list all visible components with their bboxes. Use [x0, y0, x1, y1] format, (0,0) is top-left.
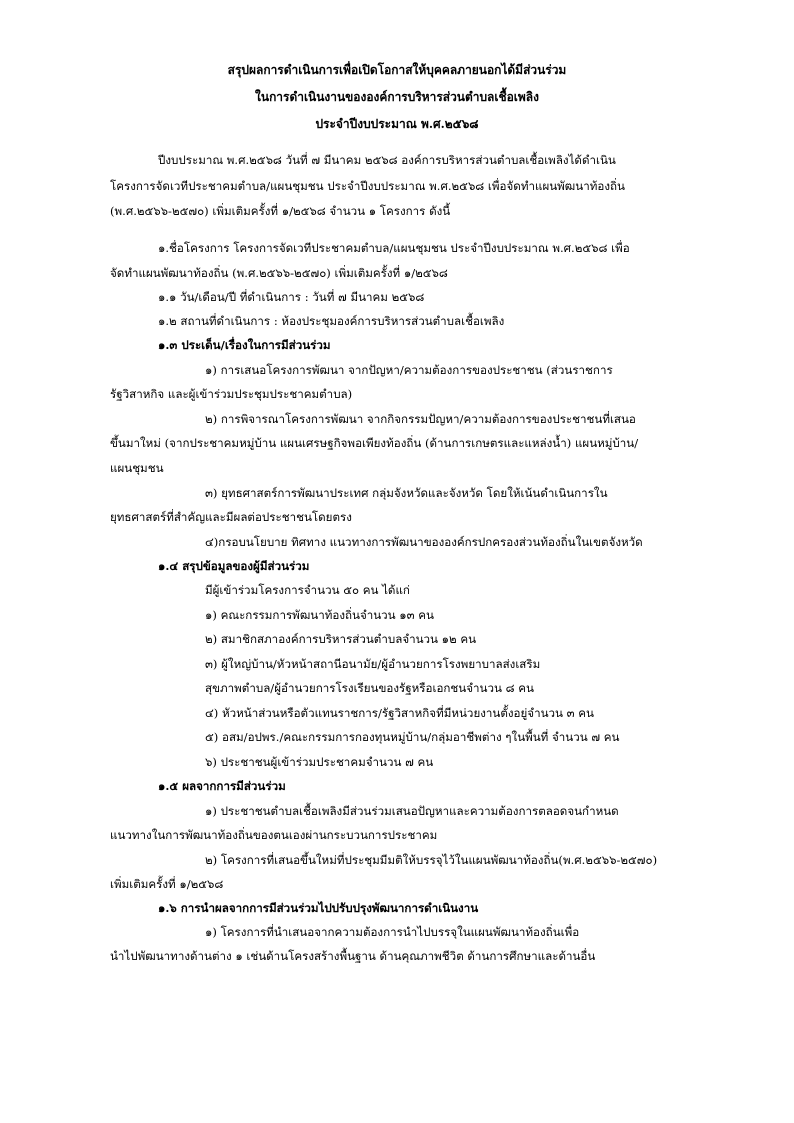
section-1-3-item-2-line-1: ๒) การพิจารณาโครงการพัฒนา จากกิจกรรมปัญหา/ความต้องการของประชาชนที่เสนอ [205, 412, 636, 426]
section-1-6-item-1-line-1: ๑) โครงการที่นำเสนอจากความต้องการนำไปบรรจุในแผนพัฒนาท้องถิ่นเพื่อ [205, 925, 580, 939]
intro-line-3: (พ.ศ.๒๕๖๖-๒๕๗๐) เพิ่มเติมครั้งที่ ๑/๒๕๖๘ จำนวน ๑ โครงการ ดังนี้ [110, 204, 451, 218]
section-1-3-item-2-line-2: ขึ้นมาใหม่ (จากประชาคมหมู่บ้าน แผนเศรษฐกิจพอเพียงท้องถิ่น (ด้านการเกษตรและแหล่งน้ำ) แผนหมู่บ้าน/ [110, 436, 639, 450]
section-1-3-item-1-line-1: ๑) การเสนอโครงการพัฒนา จากปัญหา/ความต้องการของประชาชน (ส่วนราชการ [205, 363, 613, 377]
section-1-4-item-6: ๖) ประชาชนผู้เข้าร่วมประชาคมจำนวน ๗ คน [205, 755, 434, 769]
intro-line-2: โครงการจัดเวทีประชาคมตำบล/แผนชุมชน ประจำปีงบประมาณ พ.ศ.๒๕๖๘ เพื่อจัดทำแผนพัฒนาท้องถิ่น [110, 179, 625, 193]
section-1-3-item-3-line-1: ๓) ยุทธศาสตร์การพัฒนาประเทศ กลุ่มจังหวัดและจังหวัด โดยให้เน้นดำเนินการใน [205, 486, 608, 500]
doc-title-line-2: ในการดำเนินงานขององค์การบริหารส่วนตำบลเชื้อเพลิง [255, 89, 539, 104]
section-1-line-1: ๑.ชื่อโครงการ โครงการจัดเวทีประชาคมตำบล/แผนชุมชน ประจำปีงบประมาณ พ.ศ.๒๕๖๘ เพื่อ [158, 241, 630, 255]
section-1-4-total: มีผู้เข้าร่วมโครงการจำนวน ๕๐ คน ได้แก่ [205, 583, 410, 597]
section-1-4-item-1: ๑) คณะกรรมการพัฒนาท้องถิ่นจำนวน ๑๓ คน [205, 608, 434, 622]
section-1-1-date: ๑.๑ วัน/เดือน/ปี ที่ดำเนินการ : วันที่ ๗ มีนาคม ๒๕๖๘ [158, 290, 425, 304]
section-1-3-item-1-line-2: รัฐวิสาหกิจ และผู้เข้าร่วมประชุมประชาคมตำบล) [110, 387, 353, 401]
section-1-4-item-3-line-2: สุขภาพตำบล/ผู้อำนวยการโรงเรียนของรัฐหรือเอกชนจำนวน ๘ คน [205, 681, 534, 695]
section-1-3-item-4: ๔)กรอบนโยบาย ทิศทาง แนวทางการพัฒนาขององค์กรปกครองส่วนท้องถิ่นในเขตจังหวัด [205, 535, 643, 549]
section-1-3-item-2-line-3: แผนชุมชน [110, 461, 164, 475]
intro-line-1: ปีงบประมาณ พ.ศ.๒๕๖๘ วันที่ ๗ มีนาคม ๒๕๖๘ องค์การบริหารส่วนตำบลเชื้อเพลิงได้ดำเนิน [158, 153, 616, 167]
doc-title-line-1: สรุปผลการดำเนินการเพื่อเปิดโอกาสให้บุคคลภายนอกได้มีส่วนร่วม [227, 62, 567, 77]
section-1-2-venue: ๑.๒ สถานที่ดำเนินการ : ห้องประชุมองค์การบริหารส่วนตำบลเชื้อเพลิง [158, 314, 505, 328]
section-1-5-item-2-line-1: ๒) โครงการที่เสนอขึ้นใหม่ที่ประชุมมีมติให้บรรจุไว้ในแผนพัฒนาท้องถิ่น(พ.ศ.๒๕๖๖-๒๕๗๐) [205, 853, 658, 867]
section-1-4-item-2: ๒) สมาชิกสภาองค์การบริหารส่วนตำบลจำนวน ๑๒ คน [205, 632, 477, 646]
section-1-4-heading: ๑.๔ สรุปข้อมูลของผู้มีส่วนร่วม [158, 559, 310, 573]
section-1-6-item-1-line-2: นำไปพัฒนาทางด้านต่าง ๑ เช่นด้านโครงสร้างพื้นฐาน ด้านคุณภาพชีวิต ด้านการศึกษาและด้านอื่น [110, 949, 596, 963]
section-1-5-item-2-line-2: เพิ่มเติมครั้งที่ ๑/๒๕๖๘ [110, 877, 224, 891]
section-1-3-item-3-line-2: ยุทธศาสตร์ที่สำคัญและมีผลต่อประชาชนโดยตรง [110, 510, 352, 524]
section-1-4-item-4: ๔) หัวหน้าส่วนหรือตัวแทนราชการ/รัฐวิสาหกิจที่มีหน่วยงานตั้งอยู่จำนวน ๓ คน [205, 706, 594, 720]
section-1-line-2: จัดทำแผนพัฒนาท้องถิ่น (พ.ศ.๒๕๖๖-๒๕๗๐) เพิ่มเติมครั้งที่ ๑/๒๕๖๘ [110, 266, 448, 280]
doc-title-line-3: ประจำปีงบประมาณ พ.ศ.๒๕๖๘ [315, 116, 479, 131]
section-1-5-item-1-line-1: ๑) ประชาชนตำบลเชื้อเพลิงมีส่วนร่วมเสนอปัญหาและความต้องการตลอดจนกำหนด [205, 804, 619, 818]
section-1-5-item-1-line-2: แนวทางในการพัฒนาท้องถิ่นของตนเองผ่านกระบวนการประชาคม [110, 828, 438, 842]
section-1-5-heading: ๑.๕ ผลจากการมีส่วนร่วม [158, 779, 286, 793]
section-1-6-heading: ๑.๖ การนำผลจากการมีส่วนร่วมไปปรับปรุงพัฒนาการดำเนินงาน [158, 901, 479, 915]
section-1-4-item-5: ๕) อสม/อปพร./คณะกรรมการกองทุนหมู่บ้าน/กลุ่มอาชีพต่าง ๆในพื้นที่ จำนวน ๗ คน [205, 730, 620, 744]
section-1-4-item-3-line-1: ๓) ผู้ใหญ่บ้าน/หัวหน้าสถานีอนามัย/ผู้อำนวยการโรงพยาบาลส่งเสริม [205, 657, 541, 671]
section-1-3-heading: ๑.๓ ประเด็น/เรื่องในการมีส่วนร่วม [158, 338, 331, 352]
